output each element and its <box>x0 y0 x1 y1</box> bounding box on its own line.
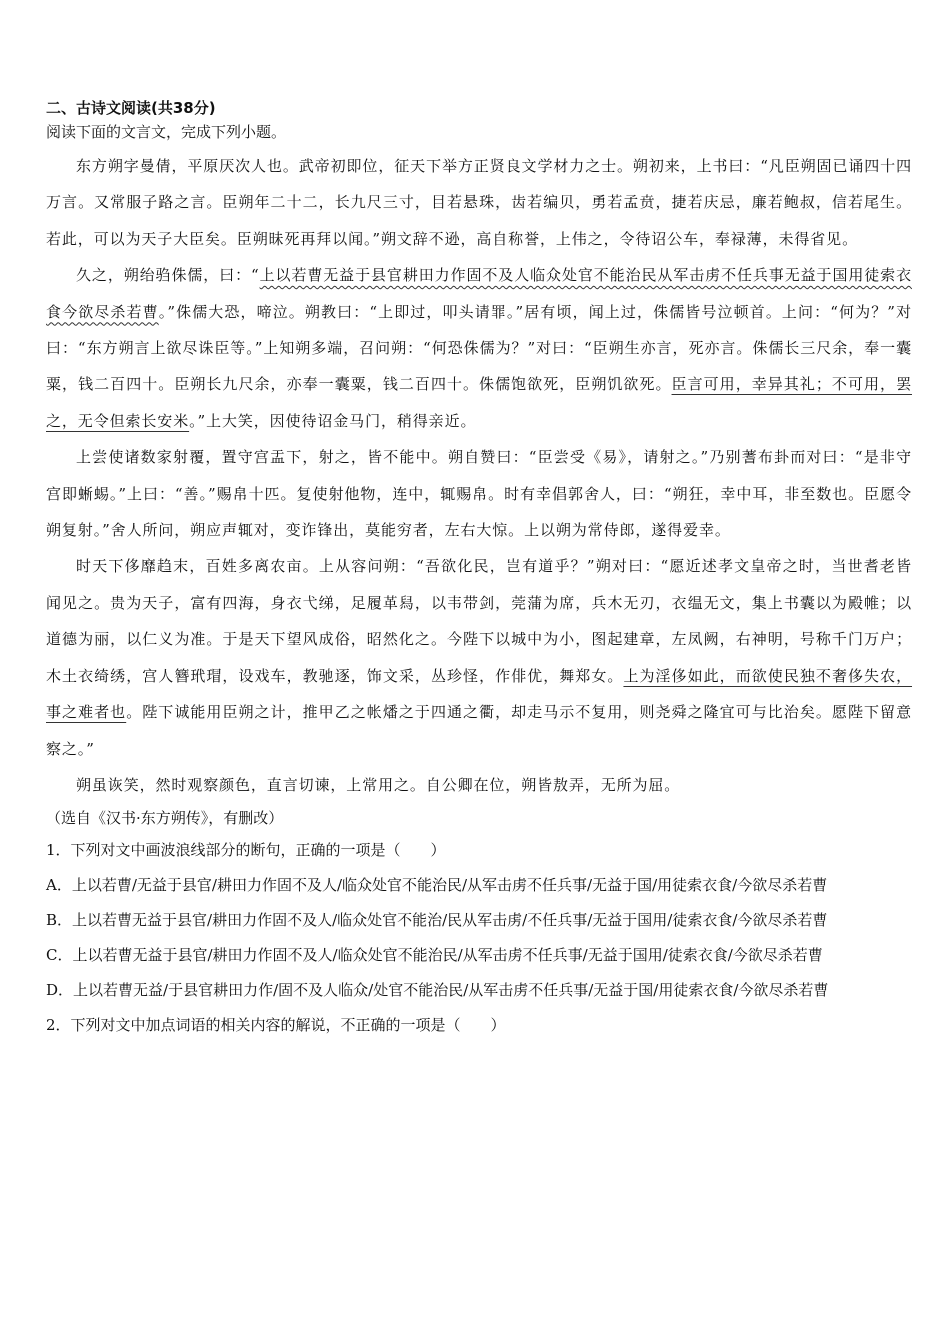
passage-paragraph-4 <box>46 548 912 766</box>
passage-paragraph-2 <box>46 257 912 439</box>
underlined-sentence-2: 上为淫侈如此，而欲使民独不奢侈失农，事之难者也 <box>46 666 913 722</box>
passage-paragraph-1: 东方朔字曼倩，平原厌次人也。武帝初即位，征天下举方正贤良文学材力之士。朔初来，上书曰：“凡臣朔固已诵四十四万言。又常服子路之言。臣朔年二十二，长九尺三寸，目若悬珠，齿若编贝，勇若孟贲，捷若庆忌，廉若鲍叔，信若尾生。若此，可以为天子大臣矣。臣朔昧死再拜以闻。”朔文辞不逊，高自称誉，上伟之，令待诏公车，奉禄薄，未得省见。 <box>46 157 912 248</box>
passage-paragraph-5: 朔虽诙笑，然时观察颜色，直言切谏，上常用之。自公卿在位，朔皆敖弄，无所为屈。 <box>76 775 681 794</box>
wavy-underlined-passage: 上以若曹无益于县官耕田力作固不及人临众处官不能治民从军击虏不任兵事无益于国用徒索衣食今欲尽杀若曹 <box>46 266 912 321</box>
p2-text-c: 。”上大笑，因使待诏金马门，稍得亲近。 <box>189 411 477 430</box>
p4-text-a: 时天下侈靡趋末，百姓多离农亩。上从容问朔：“吾欲化民，岂有道乎？”朔对曰：“愿近述孝文皇帝之时，当世耆老皆闻见之。贵为天子，富有四海，身衣弋绨，足履革舄，以韦带剑，莞蒲为席，兵木无刃，衣缊无文，集上书囊以为殿帷；以道德为丽，以仁义为准。于是天下望风成俗，昭然化之。今陛下以城中为小，图起建章，左凤阙，右神明，号称千门万户；木土衣绮绣，宫人簪玳瑁，设戏车，教驰逐，饰文采，丛珍怪，作俳优，舞郑女。 <box>46 557 912 685</box>
p2-text-b: 。”侏儒大恐，啼泣。朔教曰：“上即过，叩头请罪。”居有顷，闻上过，侏儒皆号泣顿首。上问：“何为？”对曰：“东方朔言上欲尽诛臣等。”上知朔多端，召问朔：“何恐侏儒为？”对曰：“臣朔生亦言，死亦言。侏儒长三尺余，奉一囊粟，钱二百四十。臣朔长九尺余，亦奉一囊粟，钱二百四十。侏儒饱欲死，臣朔饥欲死。 <box>46 302 912 394</box>
document-page <box>46 96 912 1043</box>
question-1-option-a: A．上以若曹/无益于县官/耕田力作固不及人/临众处官不能治民/从军击虏不任兵事/无益于国/用徒索衣食/今欲尽杀若曹 <box>46 876 828 895</box>
underlined-sentence-1: 臣言可用，幸异其礼；不可用，罢之，无令但索长安米 <box>46 375 912 430</box>
question-1-stem: 1．下列对文中画波浪线部分的断句，正确的一项是（ ） <box>46 841 446 860</box>
question-1-option-d: D．上以若曹无益/于县官耕田力作/固不及人临众/处官不能治民/从军击虏不任兵事/无益于国/用徒索衣食/今欲尽杀若曹 <box>46 981 829 1000</box>
section-title: 二、古诗文阅读(共38分) <box>46 99 216 117</box>
question-2-stem: 2．下列对文中加点词语的相关内容的解说，不正确的一项是（ ） <box>46 1016 506 1035</box>
passage-source: （选自《汉书·东方朔传》，有删改） <box>46 809 284 828</box>
p4-text-b: 。陛下诚能用臣朔之计，推甲乙之帐燔之于四通之衢，却走马示不复用，则尧舜之隆宜可与比治矣。愿陛下留意察之。” <box>46 703 912 758</box>
question-1-option-c: C．上以若曹无益于县官/耕田力作固不及人/临众处官不能治民/从军击虏不任兵事/无益于国用/徒索衣食/今欲尽杀若曹 <box>46 946 823 965</box>
p2-text-a: 久之，朔绐驺侏儒，曰：“ <box>76 266 260 285</box>
instruction-text: 阅读下面的文言文，完成下列小题。 <box>46 123 287 141</box>
passage-paragraph-3: 上尝使诸数家射覆，置守宫盂下，射之，皆不能中。朔自赞曰：“臣尝受《易》，请射之。”乃别蓍布卦而对曰：“是非守宫即蜥蜴。”上曰：“善。”赐帛十匹。复使射他物，连中，辄赐帛。时有幸倡郭舍人，曰：“朔狂，幸中耳，非至数也。臣愿令朔复射。”舍人所问，朔应声辄对，变诈锋出，莫能穷者，左右大惊。上以朔为常侍郎，遂得爱幸。 <box>46 448 912 540</box>
question-1-option-b: B．上以若曹无益于县官/耕田力作固不及人/临众处官不能治/民从军击虏/不任兵事/无益于国用/徒索衣食/今欲尽杀若曹 <box>46 911 828 930</box>
